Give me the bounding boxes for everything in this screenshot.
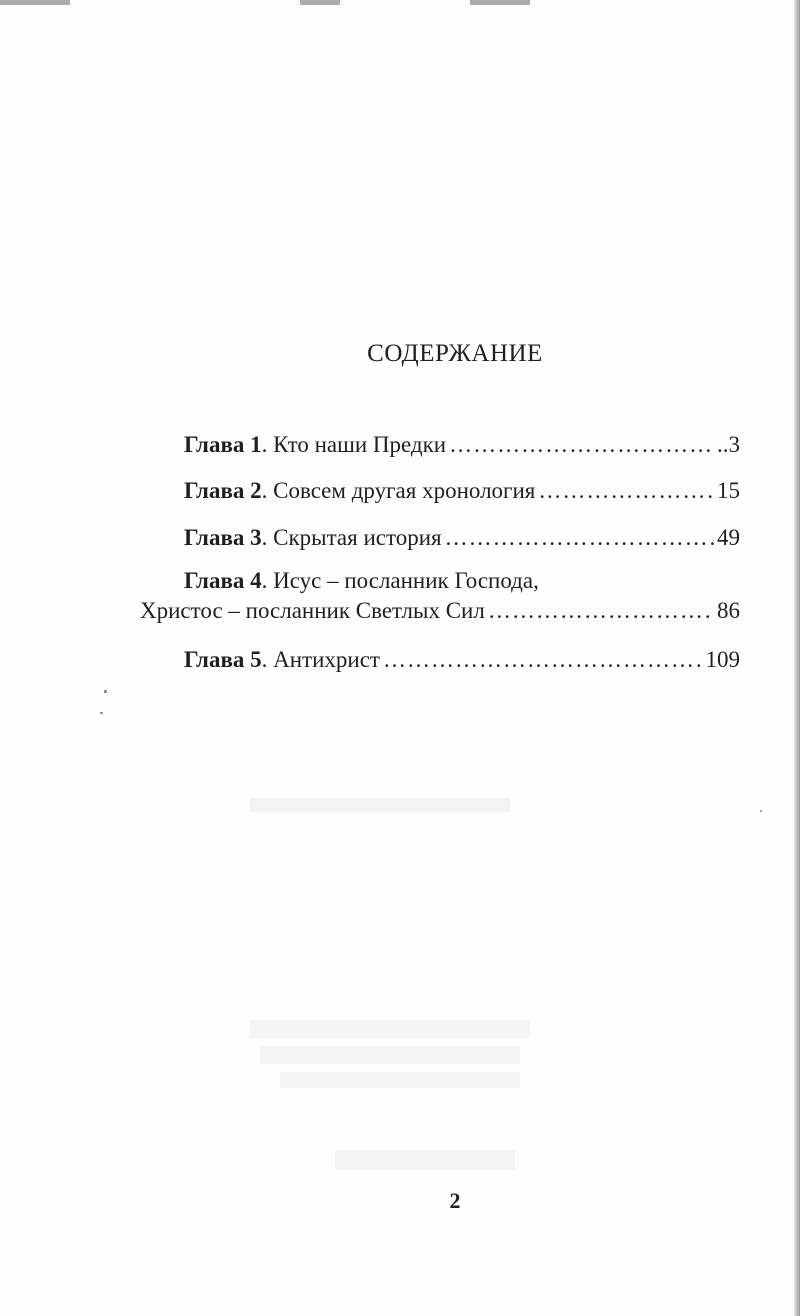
toc-chapter-title: . Антихрист — [261, 647, 380, 672]
toc-line — [140, 596, 740, 626]
bleed-through-mark — [250, 798, 510, 812]
toc-chapter-title: . Исус – посланник Господа, — [261, 568, 539, 593]
scan-speck — [104, 690, 107, 693]
toc-entry-1[interactable] — [140, 430, 740, 460]
toc-chapter-label: Глава 4 — [184, 568, 262, 593]
toc-chapter-title-continued: Христос – посланник Светлых Сил — [140, 598, 485, 623]
scan-speck — [760, 810, 762, 812]
toc-chapter-title: . Скрытая история — [261, 525, 442, 550]
toc-page-number: 109 — [705, 647, 740, 672]
toc-page-number: 86 — [717, 598, 740, 623]
toc-title: СОДЕРЖАНИЕ — [367, 340, 543, 367]
toc-leader-dots — [445, 523, 714, 553]
toc-page-number: 49 — [717, 525, 740, 550]
bleed-through-mark — [260, 1046, 520, 1064]
toc-leader-dots — [449, 430, 714, 460]
toc-chapter-label: Глава 2 — [184, 478, 262, 503]
toc-page-number: 15 — [717, 478, 740, 503]
toc-entry-3[interactable] — [140, 523, 740, 553]
toc-line — [140, 476, 740, 506]
toc-line — [140, 566, 740, 596]
toc-line — [140, 523, 740, 553]
toc-page-number: ..3 — [717, 432, 740, 457]
toc-chapter-label: Глава 1 — [184, 432, 262, 457]
toc-entry-2[interactable] — [140, 476, 740, 506]
bleed-through-mark — [280, 1072, 520, 1088]
scan-artifact — [0, 0, 70, 5]
bleed-through-mark — [250, 1020, 530, 1038]
scan-speck — [100, 712, 103, 714]
toc-chapter-label: Глава 3 — [184, 525, 262, 550]
toc-line — [140, 430, 740, 460]
toc-leader-dots — [538, 476, 714, 506]
toc-chapter-label: Глава 5 — [184, 647, 262, 672]
toc-chapter-title: . Совсем другая хронология — [261, 478, 536, 503]
page-edge — [794, 0, 800, 1316]
toc-leader-dots — [383, 645, 703, 675]
scan-artifact — [300, 0, 340, 5]
toc-line — [140, 645, 740, 675]
page-number: 2 — [449, 1188, 461, 1213]
toc-entry-5[interactable] — [140, 645, 740, 675]
toc-entry-4[interactable] — [140, 566, 740, 626]
toc-leader-dots — [488, 596, 714, 626]
scan-artifact — [470, 0, 530, 5]
toc-chapter-title: . Кто наши Предки — [261, 432, 447, 457]
bleed-through-mark — [335, 1150, 515, 1170]
